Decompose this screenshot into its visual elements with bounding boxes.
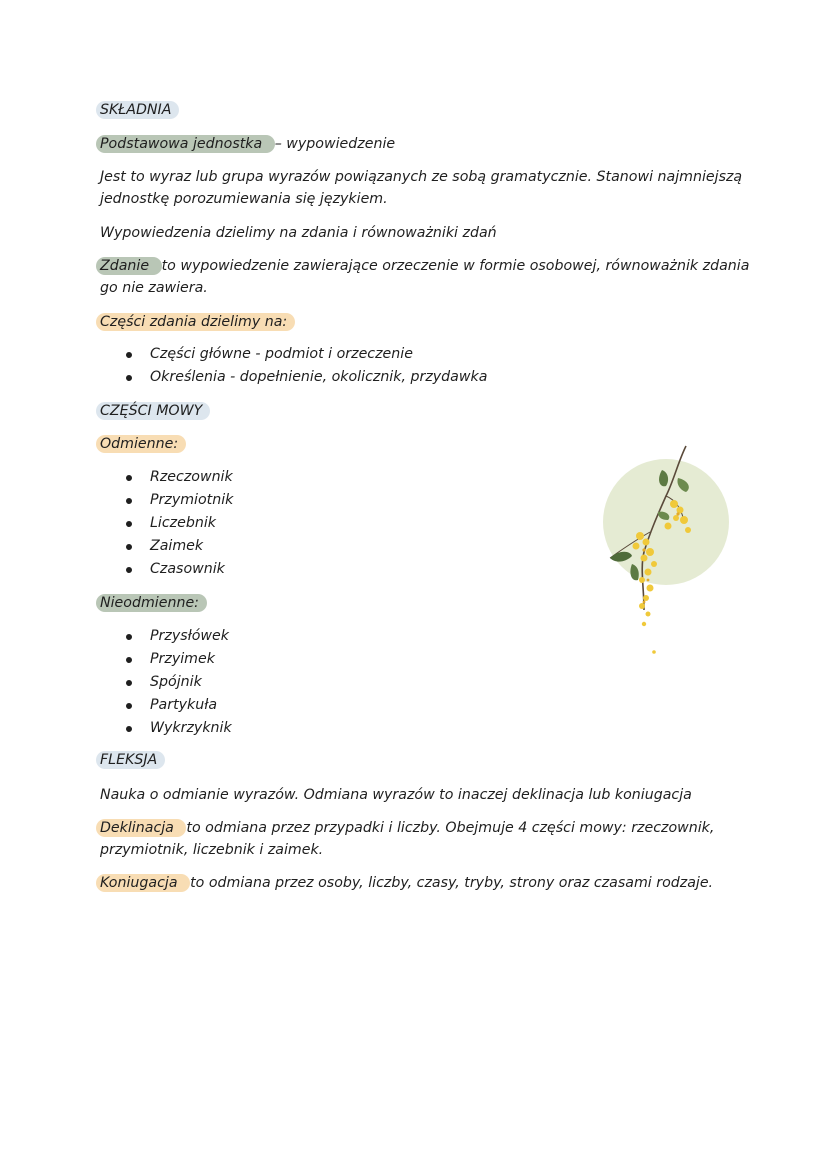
zdanie-definition-line-2: go nie zawiera. [100,280,208,296]
unit-definition [100,134,395,154]
sentence-description-line-1: Jest to wyraz lub grupa wyrazów powiązanych ze sobą gramatycznie. Stanowi najmniejszą [100,169,743,185]
list-item: Zaimek [124,535,233,558]
fleksja-definition: Nauka o odmianie wyrazów. Odmiana wyrazów to inaczej deklinacja lub koniugacja [100,787,692,803]
koniugacja-definition [100,873,713,893]
list-item: Przyimek [124,648,232,671]
unit-rest: – wypowiedzenie [274,136,396,152]
sentence-description-line-2: jednostkę porozumiewania się językiem. [100,191,388,207]
zdanie-rest: to wypowiedzenie zawierające orzeczenie w formie osobowej, równoważnik zdania [161,258,750,274]
nieodmienne-list [124,625,232,740]
list-item: Czasownik [124,558,233,581]
deklinacja-definition-line-2: przymiotnik, liczebnik i zaimek. [100,842,324,858]
deklinacja-definition [100,818,714,838]
list-item: Przymiotnik [124,489,233,512]
koniugacja-rest: to odmiana przez osoby, liczby, czasy, tryby, strony oraz czasami rodzaje. [190,875,714,891]
section-heading-fleksja: FLEKSJA [100,750,165,770]
list-item: Partykuła [124,694,232,717]
list-item: Liczebnik [124,512,233,535]
section-heading-czesci-mowy: CZĘŚCI MOWY [100,401,210,421]
zdanie-definition [100,256,749,276]
list-item: Przysłówek [124,625,232,648]
odmienne-list [124,466,233,581]
list-item: Części główne - podmiot i orzeczenie [124,343,487,366]
list-item: Spójnik [124,671,232,694]
zdanie-term: Zdanie [96,257,162,275]
deklinacja-rest: to odmiana przez przypadki i liczby. Obejmuje 4 części mowy: rzeczownik, [186,820,715,836]
parts-heading: Części zdania dzielimy na: [100,312,295,332]
list-item: Wykrzyknik [124,717,232,740]
list-item: Rzeczownik [124,466,233,489]
unit-term: Podstawowa jednostka [96,135,275,153]
nieodmienne-heading: Nieodmienne: [100,593,207,613]
odmienne-heading: Odmienne: [100,434,186,454]
section-heading-skladnia: SKŁADNIA [100,100,179,120]
sentence-division: Wypowiedzenia dzielimy na zdania i równoważniki zdań [100,225,497,241]
koniugacja-term: Koniugacja [96,874,190,892]
sentence-parts-list [124,343,487,389]
flowering-branch-icon [588,440,743,672]
list-item: Określenia - dopełnienie, okolicznik, przydawka [124,366,487,389]
deklinacja-term: Deklinacja [96,819,186,837]
